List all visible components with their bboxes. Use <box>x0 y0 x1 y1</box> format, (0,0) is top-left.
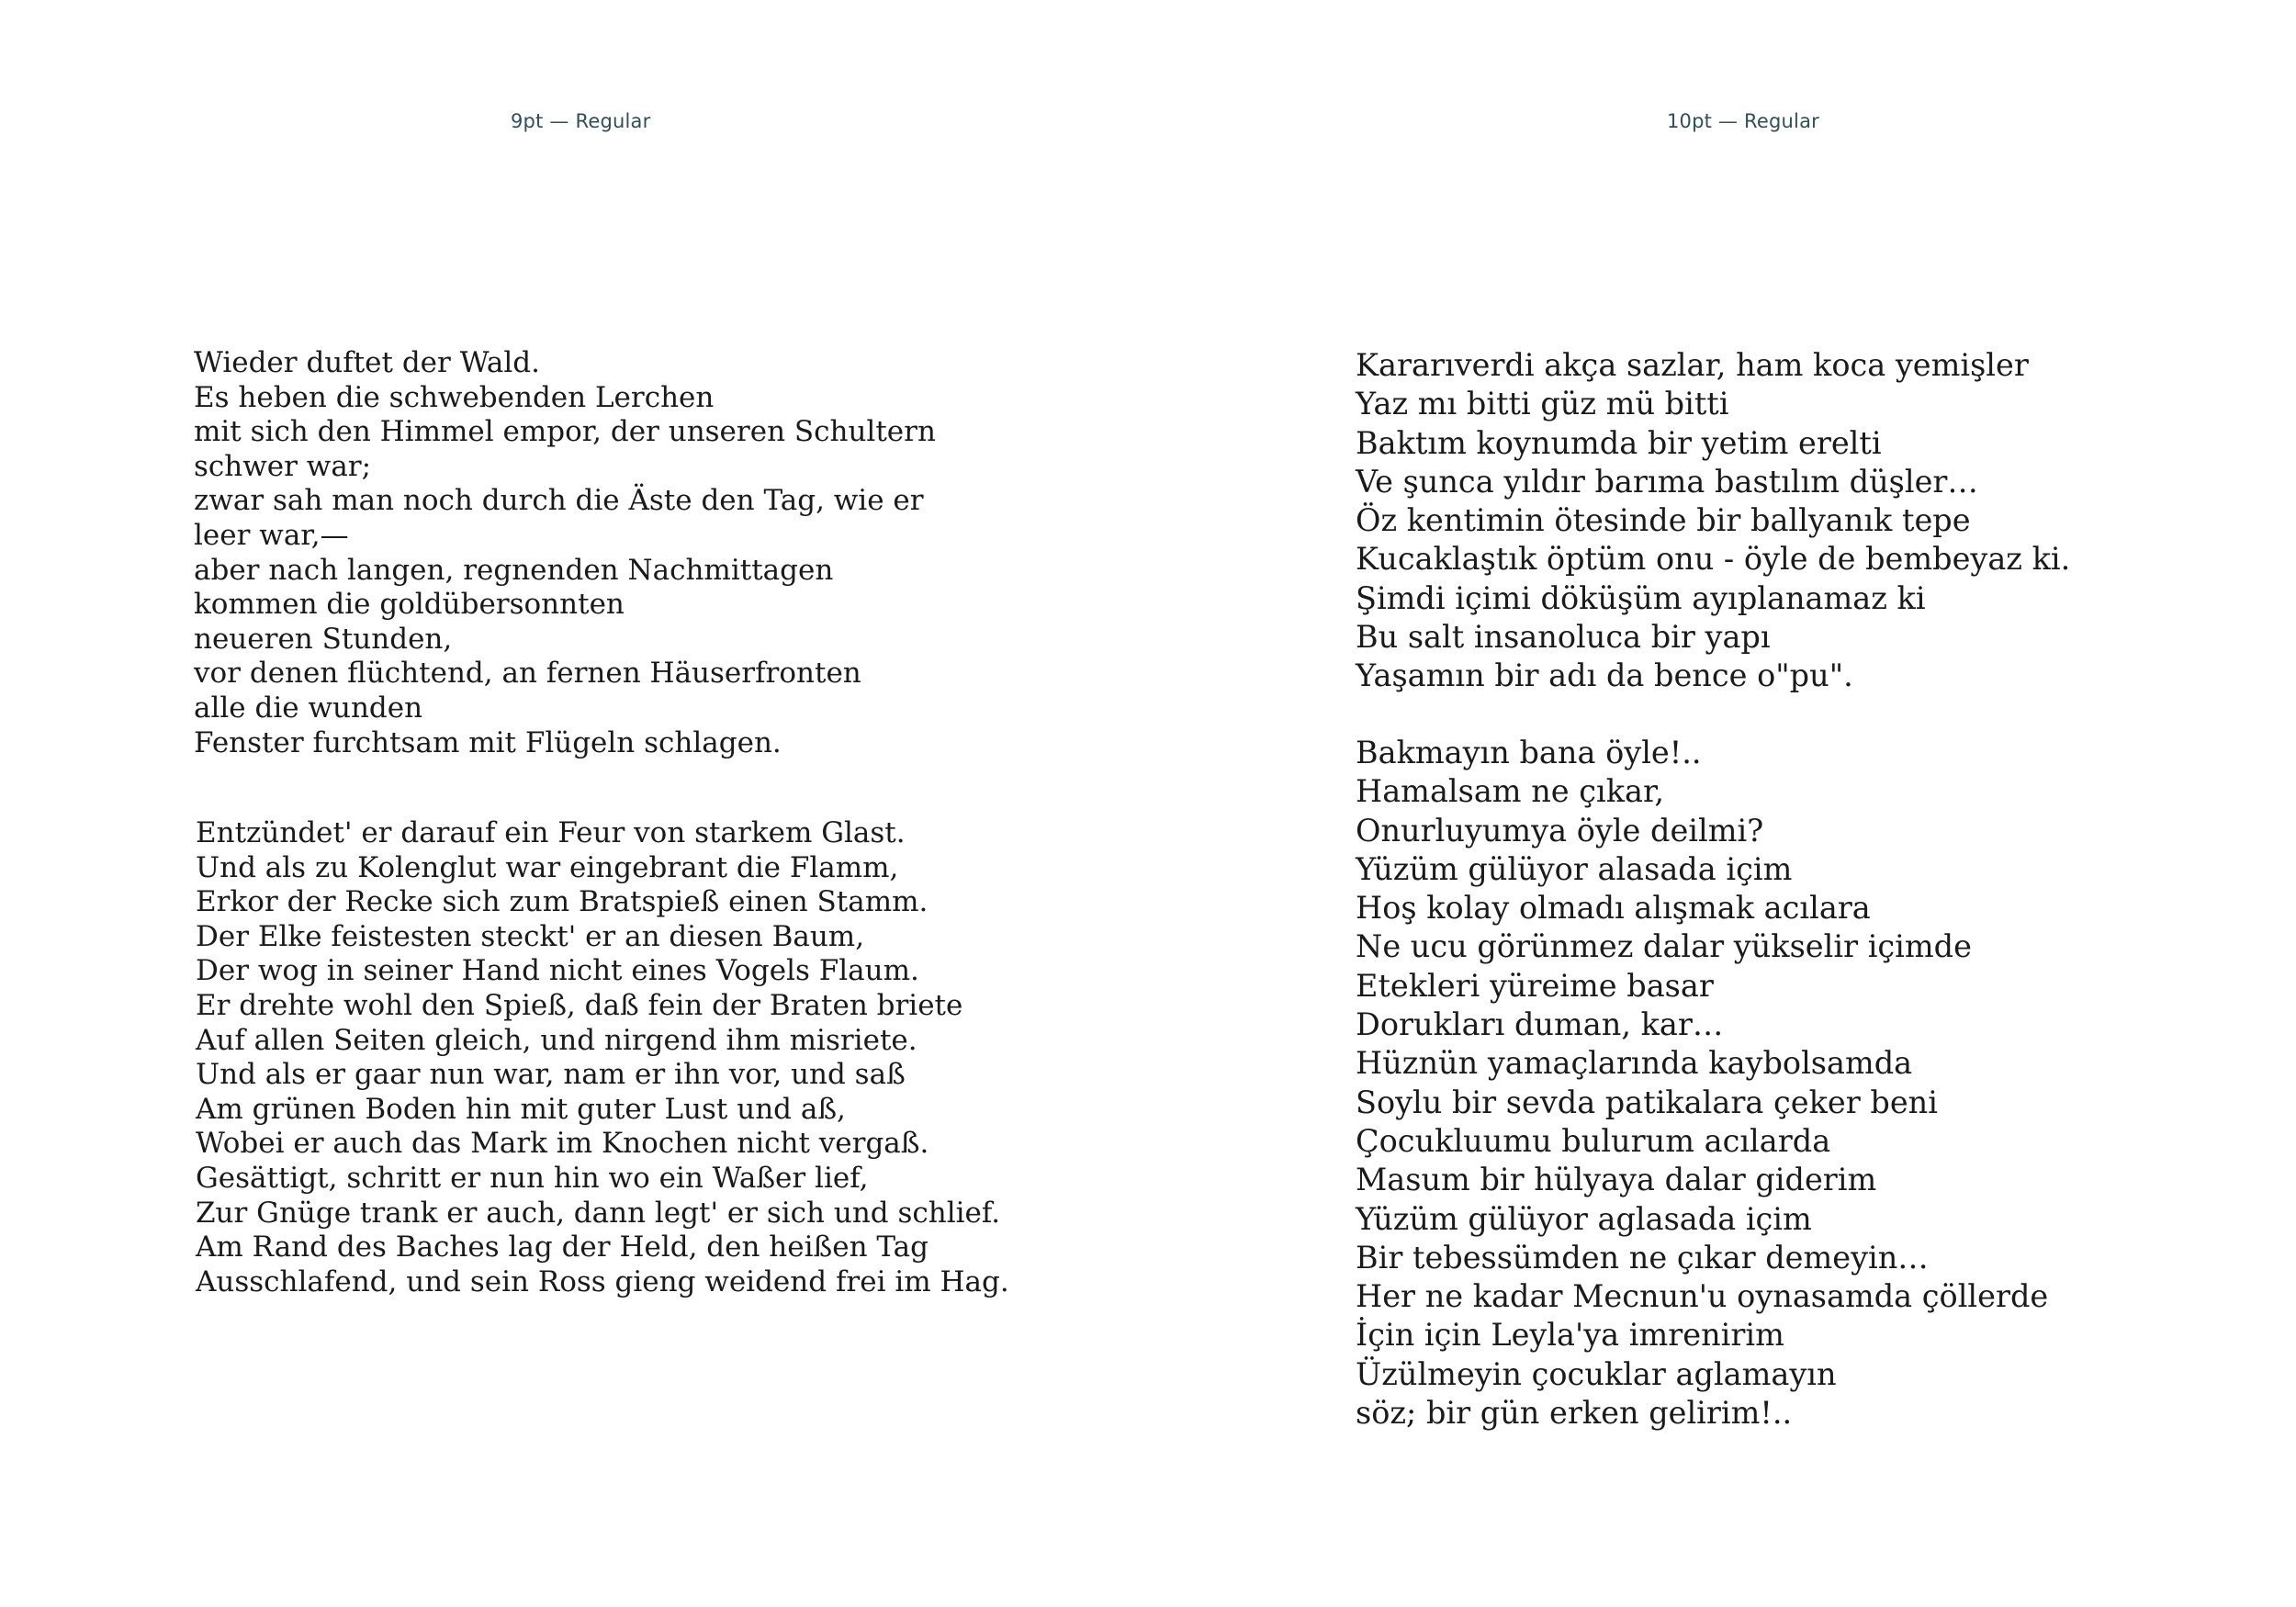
verse-line: neueren Stunden, <box>194 622 453 656</box>
verse-line: Ne ucu görünmez dalar yükselir içimde <box>1356 928 1972 965</box>
verse-line: alle die wunden <box>194 691 423 725</box>
verse-line: Am grünen Boden hin mit guter Lust und aß, <box>196 1092 846 1126</box>
verse-line: Wobei er auch das Mark im Knochen nicht vergaß. <box>196 1127 929 1161</box>
verse-line: kommen die goldübersonnten <box>194 588 625 622</box>
verse-line: Kararıverdi akça sazlar, ham koca yemişler <box>1356 347 2029 383</box>
verse-line: Fenster furchtsam mit Flügeln schlagen. <box>194 725 782 759</box>
verse-line: Es heben die schwebenden Lerchen <box>194 380 715 414</box>
verse-line: Bir tebessümden ne çıkar demeyin… <box>1356 1239 1929 1275</box>
verse-line: Üzülmeyin çocuklar aglamayın <box>1356 1355 1837 1392</box>
verse-line: Auf allen Seiten gleich, und nirgend ihm misriete. <box>196 1023 917 1057</box>
left-stanza-2 <box>196 816 1009 1299</box>
verse-line: zwar sah man noch durch die Äste den Tag, wie er <box>194 484 924 518</box>
verse-line: Her ne kadar Mecnun'u oynasamda çöllerde <box>1356 1278 2049 1315</box>
verse-line: Hüznün yamaçlarında kaybolsamda <box>1356 1045 1913 1082</box>
verse-line: Der Elke feistesten steckt' er an diesen Baum, <box>196 919 865 953</box>
left-stanza-1 <box>194 346 936 760</box>
verse-line: Kucaklaştık öptüm onu - öyle de bembeyaz ki. <box>1356 541 2071 578</box>
verse-line: Und als er gaar nun war, nam er ihn vor, und saß <box>196 1058 906 1092</box>
verse-line: Gesättigt, schritt er nun hin wo ein Waßer lief, <box>196 1161 869 1195</box>
right-stanza-2 <box>1356 734 2048 1433</box>
verse-line: Und als zu Kolenglut war eingebrant die Flamm, <box>196 850 899 884</box>
verse-line: Entzündet' er darauf ein Feur von starkem Glast. <box>196 816 906 849</box>
right-stanza-1 <box>1356 346 2070 696</box>
verse-line: Hamalsam ne çıkar, <box>1356 773 1664 810</box>
verse-line: Şimdi içimi döküşüm ayıplanamaz ki <box>1356 579 1926 616</box>
right-page <box>1148 0 2296 1607</box>
verse-line: Bakmayın bana öyle!.. <box>1356 735 1702 770</box>
verse-line: Masum bir hülyaya dalar giderim <box>1356 1162 1877 1198</box>
verse-line: Yaz mı bitti güz mü bitti <box>1356 386 1729 422</box>
verse-line: vor denen flüchtend, an fernen Häuserfronten <box>194 657 861 691</box>
verse-line: Ve şunca yıldır barıma bastılım düşler… <box>1356 463 1978 500</box>
verse-line: Etekleri yüreime basar <box>1356 967 1714 1004</box>
verse-line: mit sich den Himmel empor, der unseren Schultern <box>194 415 936 449</box>
verse-line: Öz kentimin ötesinde bir ballyanık tepe <box>1356 502 1971 539</box>
verse-line: Erkor der Recke sich zum Bratspieß einen Stamm. <box>196 885 929 919</box>
verse-line: söz; bir gün erken gelirim!.. <box>1356 1395 1793 1432</box>
verse-line: Dorukları duman, kar… <box>1356 1006 1724 1043</box>
verse-line: Çocukluumu bulurum acılarda <box>1356 1122 1831 1159</box>
verse-line: İçin için Leyla'ya imrenirim <box>1356 1317 1784 1354</box>
left-page-caption: 9pt — Regular <box>511 110 651 132</box>
verse-line: Onurluyumya öyle deilmi? <box>1356 812 1764 848</box>
verse-line: Yüzüm gülüyor alasada içim <box>1356 850 1793 887</box>
verse-line: Am Rand des Baches lag der Held, den heißen Tag <box>196 1231 929 1264</box>
verse-line: Wieder duftet der Wald. <box>194 346 540 379</box>
verse-line: Ausschlafend, und sein Ross gieng weidend frei im Hag. <box>196 1264 1009 1298</box>
verse-line: schwer war; <box>194 449 372 483</box>
verse-line: aber nach langen, regnenden Nachmittagen <box>194 553 834 587</box>
verse-line: Yaşamın bir adı da bence o"pu". <box>1356 657 1853 694</box>
verse-line: Zur Gnüge trank er auch, dann legt' er sich und schlief. <box>196 1196 1001 1230</box>
verse-line: Soylu bir sevda patikalara çeker beni <box>1356 1084 1938 1120</box>
verse-line: Yüzüm gülüyor aglasada içim <box>1356 1200 1812 1237</box>
verse-line: leer war,— <box>194 518 349 552</box>
verse-line: Bu salt insanoluca bir yapı <box>1356 619 1771 656</box>
verse-line: Er drehte wohl den Spieß, daß fein der Braten briete <box>196 988 963 1022</box>
right-page-caption: 10pt — Regular <box>1667 110 1819 132</box>
verse-line: Der wog in seiner Hand nicht eines Vogels Flaum. <box>196 954 919 988</box>
verse-line: Hoş kolay olmadı alışmak acılara <box>1356 890 1871 927</box>
verse-line: Baktım koynumda bir yetim erelti <box>1356 424 1882 461</box>
